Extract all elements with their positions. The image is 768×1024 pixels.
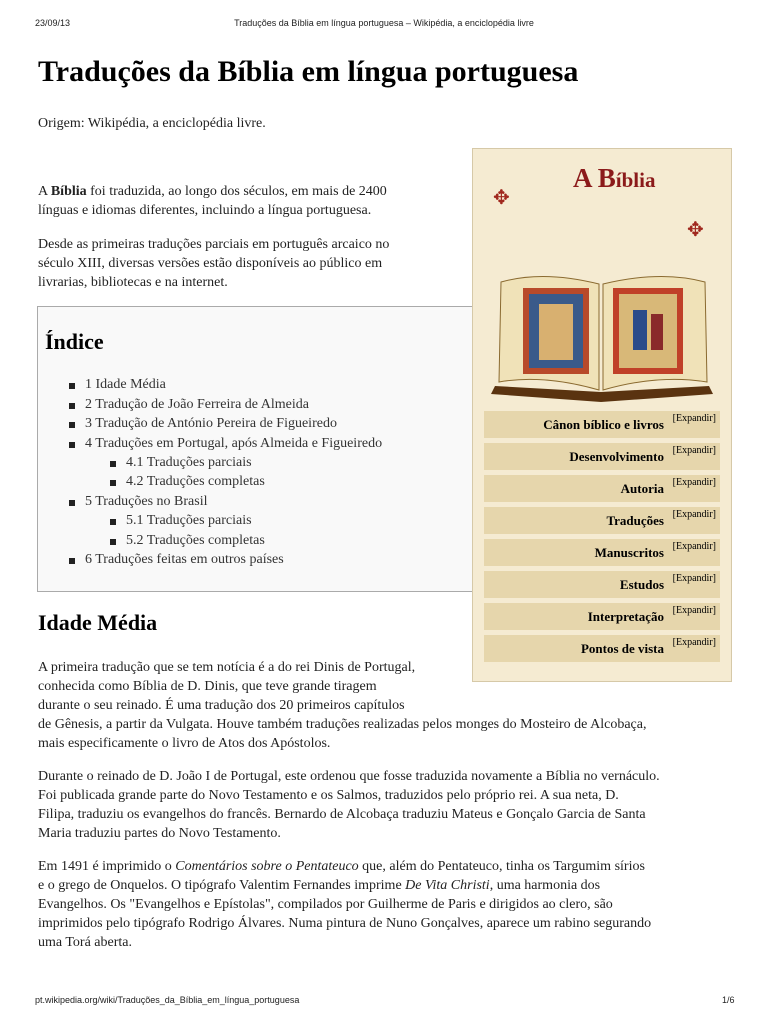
bible-link[interactable]: Bíblia — [50, 184, 87, 199]
intro-line-1: A Bíblia foi traduzida, ao longo dos séculos, em mais de 2400 — [38, 184, 387, 199]
expand-link[interactable]: [Expandir] — [672, 605, 716, 616]
page-title: Traduções da Bíblia em língua portuguesa — [38, 55, 579, 88]
body-line: Evangelhos. Os "Evangelhos e Epístolas", compilados por Guilherme de Paris e dirigidos ao clero, são — [38, 897, 613, 912]
toc-subitem[interactable]: 5.1 Traduções parciais — [126, 513, 252, 528]
toc-heading: Índice — [45, 329, 104, 354]
infobox-row[interactable]: Traduções [Expandir] — [484, 507, 720, 534]
body-line: Em 1491 é imprimido o Comentários sobre o Pentateuco que, além do Pentateuco, tinha os Targumim sírios — [38, 859, 645, 874]
intro-line-3: Desde as primeiras traduções parciais em português arcaico no — [38, 237, 390, 252]
infobox-row[interactable]: Manuscritos [Expandir] — [484, 539, 720, 566]
toc-subitem[interactable]: 5.2 Traduções completas — [126, 533, 265, 548]
section-heading-idade-media: Idade Média — [38, 610, 158, 635]
infobox-row[interactable]: Cânon bíblico e livros [Expandir] — [484, 411, 720, 438]
expand-link[interactable]: [Expandir] — [672, 509, 716, 520]
open-bible-image — [483, 274, 721, 406]
body-line: Foi publicada grande parte do Novo Testamento e os Salmos, traduzidos pelo próprio rei. A sua neta, D. — [38, 788, 619, 803]
toc-item[interactable]: 6 Traduções feitas em outros países — [85, 552, 284, 567]
infobox-row[interactable]: Desenvolvimento [Expandir] — [484, 443, 720, 470]
infobox-row[interactable]: Autoria [Expandir] — [484, 475, 720, 502]
infobox-row[interactable]: Estudos [Expandir] — [484, 571, 720, 598]
print-url: pt.wikipedia.org/wiki/Traduções_da_Bíblia_em_língua_portuguesa — [35, 995, 300, 1005]
body-line: Filipa, traduziu os evangelhos do francês. Bernardo de Alcobaça traduziu Mateus e Gonçalo Garcia de Santa — [38, 807, 646, 822]
toc-item[interactable]: 2 Tradução de João Ferreira de Almeida — [85, 397, 309, 412]
body-line: de Gênesis, a partir da Vulgata. Houve também traduções realizadas pelos monges do Mosteiro de Alcobaça, — [38, 717, 647, 732]
table-of-contents — [37, 306, 473, 592]
intro-line-2: línguas e idiomas diferentes, incluindo a língua portuguesa. — [38, 203, 372, 218]
intro-line-4: século XIII, diversas versões estão disponíveis ao público em — [38, 256, 383, 271]
expand-link[interactable]: [Expandir] — [672, 445, 716, 456]
body-line: mais especificamente o livro de Atos dos Apóstolos. — [38, 736, 331, 751]
toc-item[interactable]: 5 Traduções no Brasil — [85, 494, 208, 509]
bible-infobox — [472, 148, 732, 682]
origin-note: Origem: Wikipédia, a enciclopédia livre. — [38, 116, 266, 131]
body-line: imprimidos pelo tipógrafo Rodrigo Álvares. Numa pintura de Nuno Gonçalves, aparece um rabino segurando — [38, 916, 652, 931]
expand-link[interactable]: [Expandir] — [672, 637, 716, 648]
toc-item[interactable]: 1 Idade Média — [85, 377, 166, 392]
infobox-title: A Bíblia — [573, 163, 656, 193]
body-line: A primeira tradução que se tem notícia é a do rei Dinis de Portugal, — [38, 660, 416, 675]
book-title-italic: De Vita Christi — [405, 878, 490, 893]
body-line: uma Torá aberta. — [38, 935, 132, 950]
book-title-italic: Comentários sobre o Pentateuco — [175, 859, 359, 874]
expand-link[interactable]: [Expandir] — [672, 573, 716, 584]
expand-link[interactable]: [Expandir] — [672, 413, 716, 424]
toc-subitem[interactable]: 4.2 Traduções completas — [126, 474, 265, 489]
body-line: Maria traduziu partes do Novo Testamento. — [38, 826, 281, 841]
toc-item[interactable]: 4 Traduções em Portugal, após Almeida e Figueiredo — [85, 436, 383, 451]
infobox-row[interactable]: Pontos de vista [Expandir] — [484, 635, 720, 662]
intro-line-5: livrarias, bibliotecas e na internet. — [38, 275, 228, 290]
body-line: e o grego de Onquelos. O tipógrafo Valentim Fernandes imprime De Vita Christi, uma harmonia dos — [38, 878, 601, 893]
infobox-row[interactable]: Interpretação [Expandir] — [484, 603, 720, 630]
expand-link[interactable]: [Expandir] — [672, 477, 716, 488]
toc-subitem[interactable]: 4.1 Traduções parciais — [126, 455, 252, 470]
ornament-icon: ✥ — [493, 187, 510, 209]
body-line: durante o seu reinado. É uma tradução dos 20 primeiros capítulos — [38, 698, 405, 713]
body-line: conhecida como Bíblia de D. Dinis, que teve grande tiragem — [38, 679, 377, 694]
print-date: 23/09/13 — [35, 18, 71, 28]
ornament-icon: ✥ — [687, 219, 704, 241]
toc-item[interactable]: 3 Tradução de António Pereira de Figueiredo — [85, 416, 337, 431]
print-page-number: 1/6 — [722, 995, 735, 1005]
expand-link[interactable]: [Expandir] — [672, 541, 716, 552]
print-title: Traduções da Bíblia em língua portuguesa – Wikipédia, a enciclopédia livre — [234, 18, 534, 28]
body-line: Durante o reinado de D. João I de Portugal, este ordenou que fosse traduzida novamente a Bíblia no vernáculo. — [38, 769, 660, 784]
